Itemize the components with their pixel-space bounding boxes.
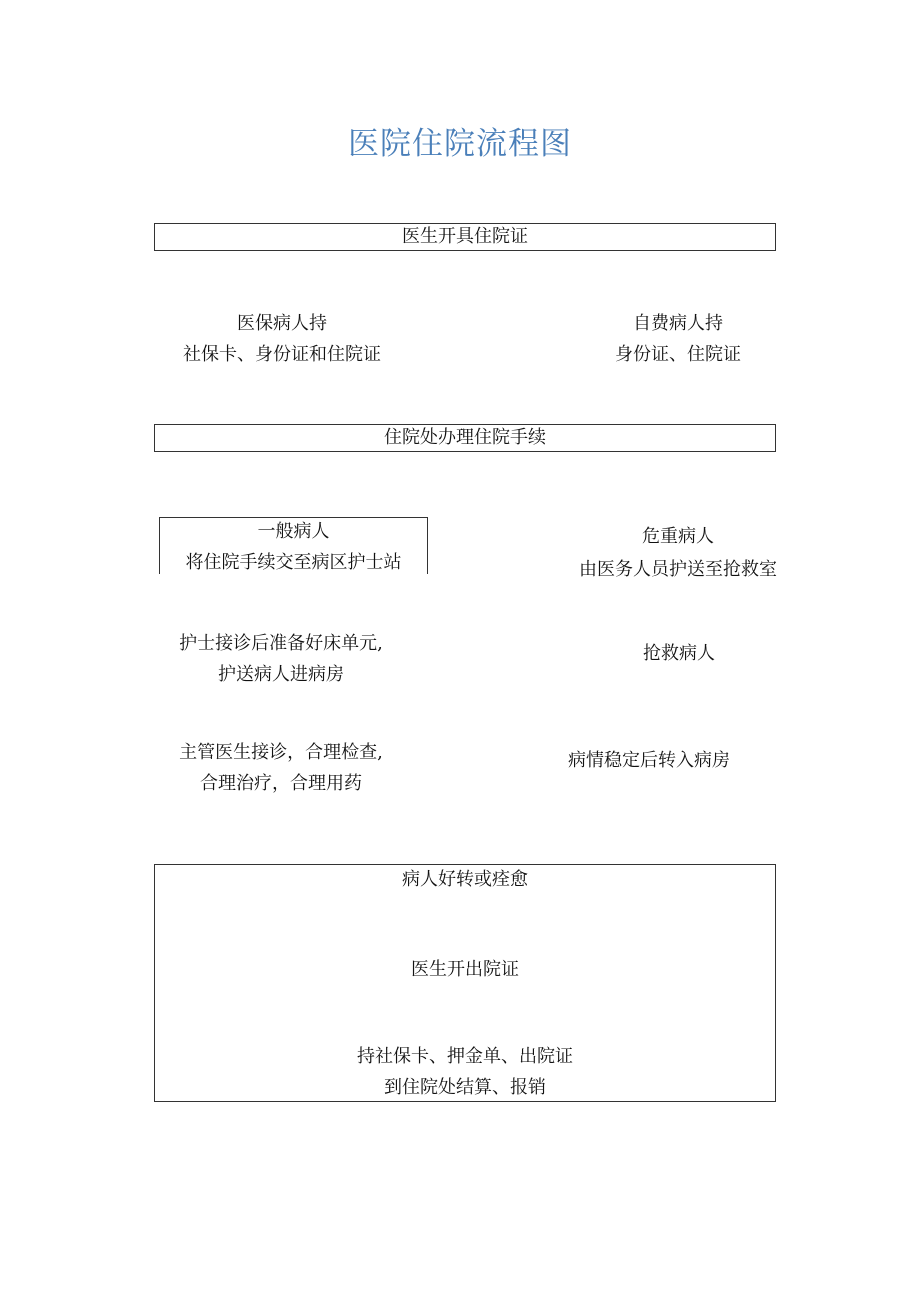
nurse-receives-line1: 护士接诊后准备好床单元, xyxy=(179,633,383,654)
general-patient-line2: 将住院手续交至病区护士站 xyxy=(185,552,402,573)
attending-doctor-node xyxy=(150,737,412,799)
attending-doctor-line2: 合理治疗，合理用药 xyxy=(200,773,362,794)
selfpay-patient-line1: 自费病人持 xyxy=(633,313,723,334)
discharge-box xyxy=(154,864,776,1102)
critical-patient-line1: 危重病人 xyxy=(642,526,714,547)
critical-patient-node xyxy=(530,520,826,586)
critical-patient-line2: 由医务人员护送至抢救室 xyxy=(579,559,777,580)
attending-doctor-line1: 主管医生接诊，合理检查, xyxy=(179,742,383,763)
general-patient-node xyxy=(159,517,428,574)
step-doctor-issues-admission-card-label: 医生开具住院证 xyxy=(402,226,528,247)
selfpay-patient-node xyxy=(580,308,776,370)
stable-transfer-node xyxy=(540,745,758,776)
insured-patient-line1: 医保病人持 xyxy=(237,313,327,334)
page-title: 医院住院流程图 xyxy=(348,126,572,162)
insured-patient-line2: 社保卡、身份证和住院证 xyxy=(183,344,381,365)
step-admission-office-procedures-label: 住院处办理住院手续 xyxy=(384,427,546,448)
rescue-patient-node xyxy=(580,638,778,669)
step-doctor-issues-admission-card xyxy=(154,223,776,251)
selfpay-patient-line2: 身份证、住院证 xyxy=(615,344,741,365)
rescue-patient-label: 抢救病人 xyxy=(643,643,715,664)
stable-transfer-label: 病情稳定后转入病房 xyxy=(568,750,730,771)
discharge-cert-label: 医生开出院证 xyxy=(411,959,519,980)
insured-patient-node xyxy=(154,308,410,370)
nurse-receives-node xyxy=(150,628,412,690)
step-admission-office-procedures xyxy=(154,424,776,452)
settlement-line1: 持社保卡、押金单、出院证 xyxy=(357,1046,573,1067)
settlement-line2: 到住院处结算、报销 xyxy=(384,1077,546,1098)
general-patient-line1: 一般病人 xyxy=(257,521,330,542)
nurse-receives-line2: 护送病人进病房 xyxy=(218,664,344,685)
recover-label: 病人好转或痊愈 xyxy=(402,869,528,890)
